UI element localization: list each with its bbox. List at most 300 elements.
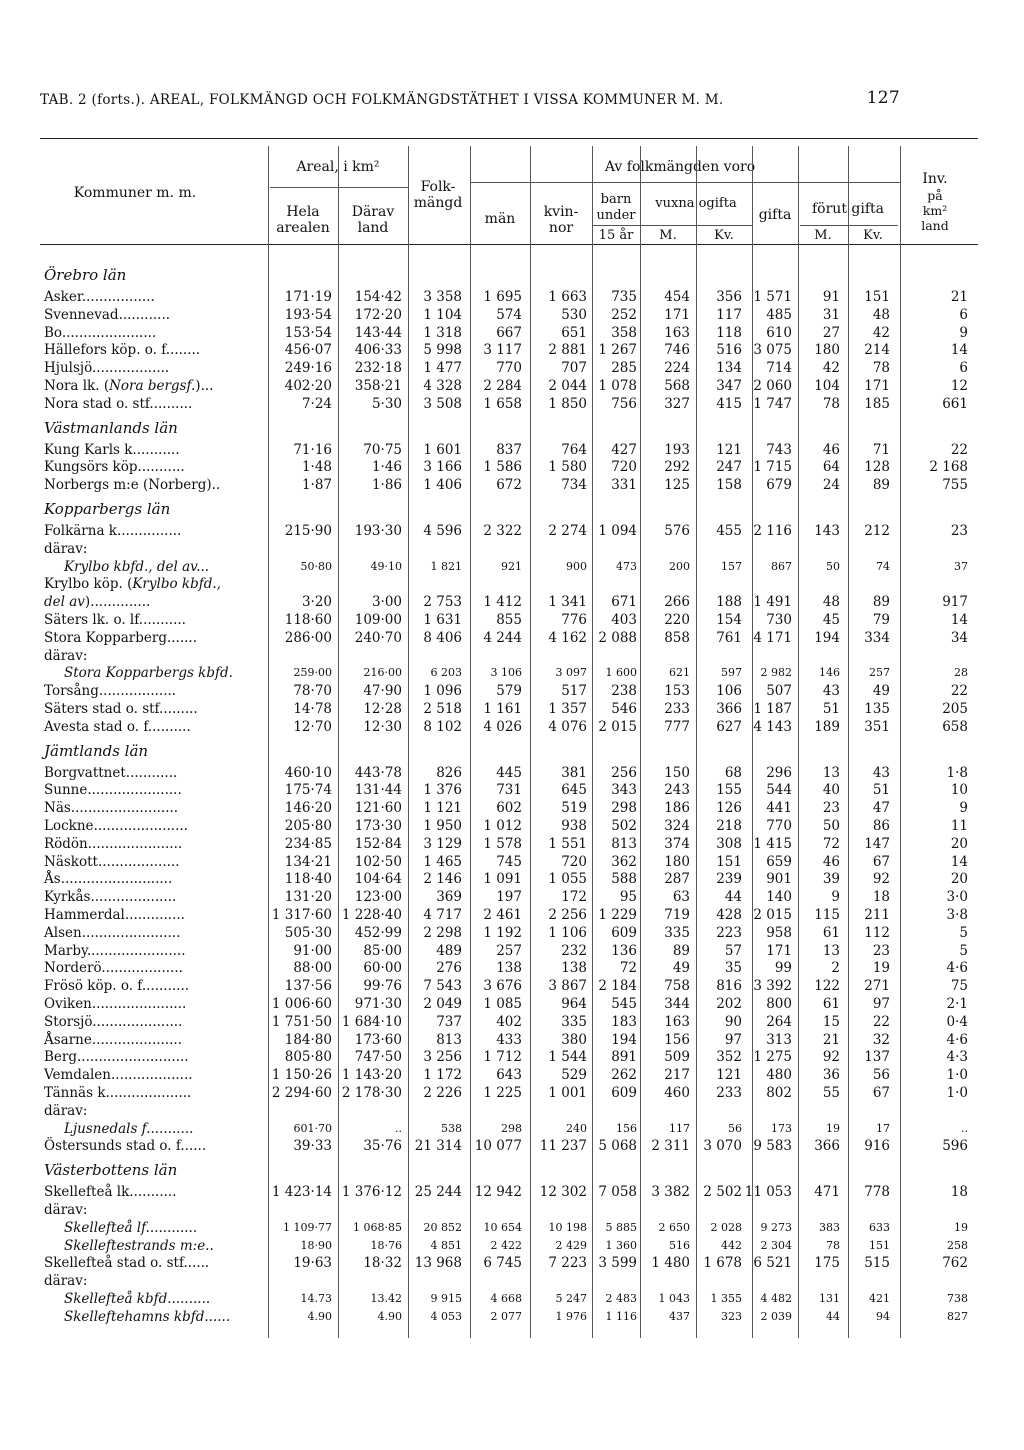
row-name: därav:	[44, 647, 88, 664]
cell: 2 429	[555, 1238, 587, 1252]
cell: 70·75	[363, 441, 402, 458]
cell: 588	[611, 871, 637, 888]
cell: 347	[716, 378, 742, 394]
cell: 529	[561, 1067, 587, 1084]
cell: 1 006·60	[271, 996, 332, 1012]
col-inv-1: Inv.	[922, 171, 948, 187]
row-label	[44, 1015, 182, 1029]
cell: 2 881	[548, 342, 587, 359]
cell: 3 166	[423, 459, 462, 476]
cell: 805·80	[284, 1049, 332, 1066]
cell: 39·33	[293, 1138, 332, 1155]
cell: 1 586	[483, 459, 522, 476]
cell: 455	[716, 523, 742, 539]
cell: 1 491	[753, 594, 792, 611]
cell: 1 121	[423, 800, 462, 817]
cell: 214	[864, 342, 890, 359]
cell: 1·46	[371, 459, 402, 476]
cell: 6	[959, 360, 968, 377]
cell: 64	[822, 459, 840, 476]
cell: 667	[496, 324, 522, 341]
cell: 252	[611, 306, 637, 323]
cell: 802	[766, 1085, 792, 1101]
cell: 1 412	[483, 594, 522, 611]
cell: 56	[728, 1121, 742, 1135]
cell: 516	[716, 342, 742, 359]
column-divider	[848, 146, 849, 1338]
row-name: Avesta stad o. f.	[44, 718, 153, 735]
cell: 916	[864, 1138, 890, 1155]
col-areal: Areal, i km²	[296, 159, 380, 175]
row-name: Vemdalen	[44, 1067, 111, 1084]
row-label	[44, 1104, 87, 1118]
row-label	[44, 460, 185, 474]
cell: 2 028	[710, 1220, 742, 1234]
cell: 126	[716, 800, 742, 817]
cell: 437	[669, 1309, 690, 1323]
row-name: Skellefteå stad o. stf.	[44, 1255, 188, 1272]
section-heading	[44, 741, 149, 760]
leader-dots: .......	[170, 342, 201, 359]
cell: 91·00	[293, 942, 332, 959]
cell: 3 599	[598, 1255, 637, 1272]
cell: 78·70	[293, 683, 332, 700]
cell: 173·30	[354, 818, 402, 834]
cell: 99·76	[363, 978, 402, 995]
cell: 212	[864, 523, 890, 539]
row-name: Svennevad	[44, 306, 119, 323]
section-heading	[44, 418, 178, 437]
cell: 151	[716, 853, 742, 870]
cell: 443·78	[354, 764, 402, 781]
cell: 720	[561, 853, 587, 870]
cell: 78	[826, 1238, 840, 1252]
leader-dots: .........................	[70, 800, 179, 817]
cell: 3 867	[548, 978, 587, 995]
row-name: Torsång	[44, 683, 99, 700]
cell: 1·87	[301, 477, 332, 494]
cell: 1 078	[598, 378, 637, 394]
cell: 1 172	[423, 1067, 462, 1084]
row-name: Örebro län	[44, 266, 127, 284]
cell: 1 850	[548, 395, 587, 412]
cell: 115	[814, 907, 840, 923]
row-label	[44, 961, 183, 975]
cell: 596	[942, 1138, 968, 1155]
cell: 10 654	[483, 1220, 522, 1234]
leader-dots: ...................	[109, 1085, 192, 1101]
header-subrule	[270, 187, 408, 188]
cell: 1 275	[753, 1049, 792, 1066]
cell: 471	[814, 1184, 840, 1201]
row-name: Säters lk. o. lf.	[44, 612, 144, 628]
cell: 720	[611, 459, 637, 476]
cell: 1 747	[753, 395, 792, 412]
cell: 1 976	[555, 1309, 587, 1323]
cell: 747·50	[354, 1049, 402, 1066]
cell: 118	[716, 324, 742, 341]
row-label	[44, 1203, 87, 1217]
cell: 1 068·85	[353, 1220, 402, 1234]
leader-dots: ..................	[91, 360, 170, 377]
cell: 402	[496, 1013, 522, 1030]
row-label	[44, 308, 170, 322]
header-subrule	[470, 182, 900, 183]
cell: 380	[561, 1031, 587, 1048]
row-label	[44, 684, 176, 698]
cell: 645	[561, 782, 587, 799]
row-name: Östersunds stad o. f.	[44, 1138, 185, 1155]
row-name: Marby	[44, 942, 87, 959]
leader-dots: ..............	[90, 594, 151, 611]
cell: 2 256	[548, 907, 587, 923]
cell: 1 715	[753, 459, 792, 476]
cell: 460	[664, 1085, 690, 1101]
cell: 24	[822, 477, 840, 494]
cell: 262	[611, 1067, 637, 1084]
cell: 11 237	[539, 1138, 587, 1155]
cell: 61	[822, 996, 840, 1012]
cell: 4 076	[548, 718, 587, 735]
row-label	[44, 1256, 209, 1270]
row-name: Norderö	[44, 960, 102, 977]
cell: 730	[766, 612, 792, 628]
cell: 171·19	[284, 289, 332, 305]
cell: 121·60	[354, 800, 402, 817]
cell: 3 106	[490, 666, 522, 680]
col-darav-1: Därav	[351, 204, 395, 220]
cell: 6 521	[753, 1255, 792, 1272]
cell: 734	[561, 477, 587, 494]
cell: 131·20	[284, 889, 332, 906]
cell: 12	[950, 378, 968, 394]
cell: 517	[561, 683, 587, 700]
cell: 19	[954, 1220, 968, 1234]
col-kommun: Kommuner m. m.	[73, 185, 197, 201]
row-label	[44, 819, 188, 833]
row-name: Nora stad o. stf.	[44, 395, 154, 412]
cell: 163	[664, 1013, 690, 1030]
cell: 1 477	[423, 360, 462, 377]
cell: 609	[611, 1085, 637, 1101]
cell: 171	[864, 378, 890, 394]
row-label	[64, 1239, 214, 1253]
cell: 215·90	[284, 523, 332, 539]
cell: 21	[822, 1031, 840, 1048]
cell: 156	[616, 1121, 637, 1135]
cell: 256	[611, 764, 637, 781]
column-divider	[408, 146, 409, 1338]
cell: 579	[496, 683, 522, 700]
cell: 14	[950, 342, 968, 359]
cell: 138	[561, 960, 587, 977]
cell: 3 256	[423, 1049, 462, 1066]
cell: 2 116	[753, 523, 792, 539]
cell: 249·16	[284, 360, 332, 377]
cell: 1 360	[605, 1238, 637, 1252]
row-name: Sunne	[44, 782, 88, 799]
cell: 90	[724, 1013, 742, 1030]
cell: 27	[822, 324, 840, 341]
cell: 223	[716, 924, 742, 941]
cell: 189	[814, 718, 840, 735]
cell: 460·10	[284, 764, 332, 781]
cell: 1·0	[946, 1067, 968, 1084]
column-divider	[696, 146, 697, 1338]
row-name-italic: Nora bergsf.	[109, 378, 196, 394]
col-kvin-1: kvin-	[543, 204, 579, 220]
cell: 128	[864, 459, 890, 476]
cell: 1 600	[605, 666, 637, 680]
row-name: Storsjö	[44, 1013, 93, 1030]
cell: 2 284	[483, 378, 522, 394]
cell: 546	[611, 701, 637, 717]
cell: 146	[819, 666, 840, 680]
cell: 172·20	[354, 306, 402, 323]
row-label	[64, 1310, 230, 1324]
cell: 1 091	[483, 871, 522, 888]
row-label	[44, 890, 176, 904]
cell: 837	[496, 441, 522, 458]
row-label	[44, 361, 169, 375]
leader-dots: ...	[196, 558, 210, 575]
column-divider	[640, 146, 641, 1338]
cell: 175·74	[284, 782, 332, 799]
cell: 134	[716, 360, 742, 377]
cell: 313	[766, 1031, 792, 1048]
cell: 2 226	[423, 1085, 462, 1101]
cell: 4 717	[423, 907, 462, 923]
cell: 480	[766, 1067, 792, 1084]
row-label	[64, 1221, 197, 1235]
cell: 13	[822, 942, 840, 959]
cell: 234·85	[284, 835, 332, 852]
cell: 1 150·26	[271, 1067, 332, 1084]
cell: 433	[496, 1031, 522, 1048]
row-name: Lockne	[44, 818, 94, 834]
cell: 28	[954, 666, 968, 680]
cell: 1 104	[423, 306, 462, 323]
cell: 1 631	[423, 612, 462, 628]
row-name: Berg	[44, 1049, 78, 1066]
cell: 163	[664, 324, 690, 341]
cell: 92	[872, 871, 890, 888]
cell: 383	[819, 1220, 840, 1234]
cell: 855	[496, 612, 522, 628]
cell: 938	[561, 818, 587, 834]
row-name: Rödön	[44, 835, 88, 852]
row-label	[44, 855, 180, 869]
cell: 456·07	[284, 342, 332, 359]
cell: 4 851	[430, 1238, 462, 1252]
cell: 576	[664, 523, 690, 539]
col-inv-4: land	[921, 218, 949, 233]
cell: 362	[611, 853, 637, 870]
cell: 5	[959, 924, 968, 941]
cell: 344	[664, 996, 690, 1012]
cell: 1 376·12	[341, 1184, 402, 1201]
cell: 323	[721, 1309, 742, 1323]
cell: 75	[950, 978, 968, 995]
row-name: därav:	[44, 1202, 88, 1218]
cell: 901	[766, 871, 792, 888]
cell: 71·16	[293, 441, 332, 458]
cell: 1 001	[548, 1085, 587, 1101]
cell: 9 273	[760, 1220, 792, 1234]
cell: 1 187	[753, 701, 792, 717]
cell: 194	[814, 629, 840, 646]
cell: 10 198	[548, 1220, 587, 1234]
cell: 134·21	[284, 853, 332, 870]
row-label	[44, 343, 200, 357]
leader-dots: ............	[118, 306, 171, 323]
row-name: Säters stad o. stf.	[44, 701, 164, 717]
cell: 71	[872, 441, 890, 458]
cell: 296	[766, 764, 792, 781]
cell: 1 578	[483, 835, 522, 852]
cell: 5·30	[371, 395, 402, 412]
cell: 509	[664, 1049, 690, 1066]
col-hela-1: Hela	[286, 204, 320, 220]
col-forut-kv: Kv.	[863, 228, 883, 243]
row-label	[44, 595, 150, 609]
cell: 2 044	[548, 378, 587, 394]
cell: 6	[959, 306, 968, 323]
leader-dots: .....................	[92, 1013, 183, 1030]
header-subrule	[592, 225, 752, 226]
row-label	[64, 560, 209, 574]
row-name: Skellefteå lf.	[64, 1219, 150, 1236]
cell: 180	[664, 853, 690, 870]
row-label	[44, 1185, 177, 1199]
cell: 4.90	[377, 1309, 402, 1323]
cell: 502	[611, 818, 637, 834]
row-label	[44, 1033, 182, 1047]
row-name: därav:	[44, 1273, 88, 1290]
cell: 57	[724, 942, 742, 959]
cell: 25 244	[414, 1184, 462, 1201]
cell: 72	[822, 835, 840, 852]
cell: 609	[611, 924, 637, 941]
row-label	[44, 837, 182, 851]
cell: 151	[864, 289, 890, 305]
cell: 20 852	[423, 1220, 462, 1234]
section-heading	[44, 1161, 178, 1180]
row-label	[44, 443, 180, 457]
cell: 1 821	[430, 559, 462, 573]
leader-dots: ...................	[97, 853, 180, 870]
cell: 46	[822, 441, 840, 458]
cell: 1 116	[605, 1309, 637, 1323]
cell: 285	[611, 360, 637, 377]
cell: 2 304	[760, 1238, 792, 1252]
cell: 171	[664, 306, 690, 323]
cell: 99	[774, 960, 792, 977]
cell: 137·56	[284, 978, 332, 995]
row-name: Hällefors köp. o. f.	[44, 342, 171, 359]
cell: 441	[766, 800, 792, 817]
cell: 2 294·60	[271, 1085, 332, 1101]
cell: 13	[822, 764, 840, 781]
cell: 1 376	[423, 782, 462, 799]
column-divider	[470, 146, 471, 1338]
cell: 505·30	[284, 924, 332, 941]
cell: 4 482	[760, 1292, 792, 1305]
cell: 442	[721, 1238, 742, 1252]
header-bottom-rule	[40, 244, 978, 245]
leader-dots: .........	[153, 395, 193, 412]
cell: 14	[950, 853, 968, 870]
cell: 2 088	[598, 629, 637, 646]
cell: 118·40	[284, 871, 332, 888]
cell: 188	[716, 594, 742, 611]
cell: 2 178·30	[341, 1085, 402, 1101]
row-name: Kopparbergs län	[44, 500, 171, 518]
cell: 671	[611, 594, 637, 611]
cell: 813	[611, 835, 637, 852]
cell: 4 026	[483, 718, 522, 735]
cell: 777	[664, 718, 690, 735]
cell: 1 229	[598, 907, 637, 923]
cell: 193	[664, 441, 690, 458]
row-label	[64, 1292, 210, 1306]
cell: 917	[942, 594, 968, 611]
cell: 4 162	[548, 629, 587, 646]
leader-dots: ..................	[98, 683, 177, 700]
cell: 6 745	[483, 1255, 522, 1272]
cell: 1 085	[483, 996, 522, 1012]
cell: 958	[766, 924, 792, 941]
cell: 68	[724, 764, 742, 781]
row-name-italic: del av	[44, 594, 85, 611]
cell: 516	[669, 1238, 690, 1252]
cell: 2 015	[753, 907, 792, 923]
cell: 143·44	[354, 324, 402, 341]
cell: 153·54	[284, 324, 332, 341]
row-name: därav:	[44, 1102, 88, 1119]
cell: 112	[864, 924, 890, 941]
column-divider	[592, 146, 593, 1338]
table-title: TAB. 2 (forts.). AREAL, FOLKMÄNGD OCH FOLKMÄNGDSTÄTHET I VISSA KOMMUNER M. M.	[40, 92, 724, 108]
cell: 14·78	[293, 701, 332, 717]
row-label	[44, 1068, 193, 1082]
cell: 48	[822, 594, 840, 611]
cell: 1 109·77	[283, 1220, 332, 1234]
cell: 2 753	[423, 594, 462, 611]
row-name: Krylbo kbfd., del av	[64, 558, 197, 575]
cell: 19	[826, 1121, 840, 1135]
cell: 157	[721, 559, 742, 573]
top-rule	[40, 138, 978, 139]
cell: 9	[959, 800, 968, 817]
row-name: Skelleftestrands m:e	[64, 1237, 206, 1254]
cell: 800	[766, 996, 792, 1012]
cell: 150	[664, 764, 690, 781]
cell: 131·44	[354, 782, 402, 799]
cell: 8 102	[423, 718, 462, 735]
cell: 1 695	[483, 289, 522, 305]
cell: 507	[766, 683, 792, 700]
leader-dots: ............	[125, 764, 178, 781]
cell: 217	[664, 1067, 690, 1084]
cell: 137	[864, 1049, 890, 1066]
cell: 233	[716, 1085, 742, 1101]
row-label	[44, 613, 186, 627]
col-darav-2: land	[357, 220, 389, 236]
cell: 9 915	[430, 1292, 462, 1305]
cell: ..	[961, 1121, 968, 1135]
cell: 292	[664, 459, 690, 476]
